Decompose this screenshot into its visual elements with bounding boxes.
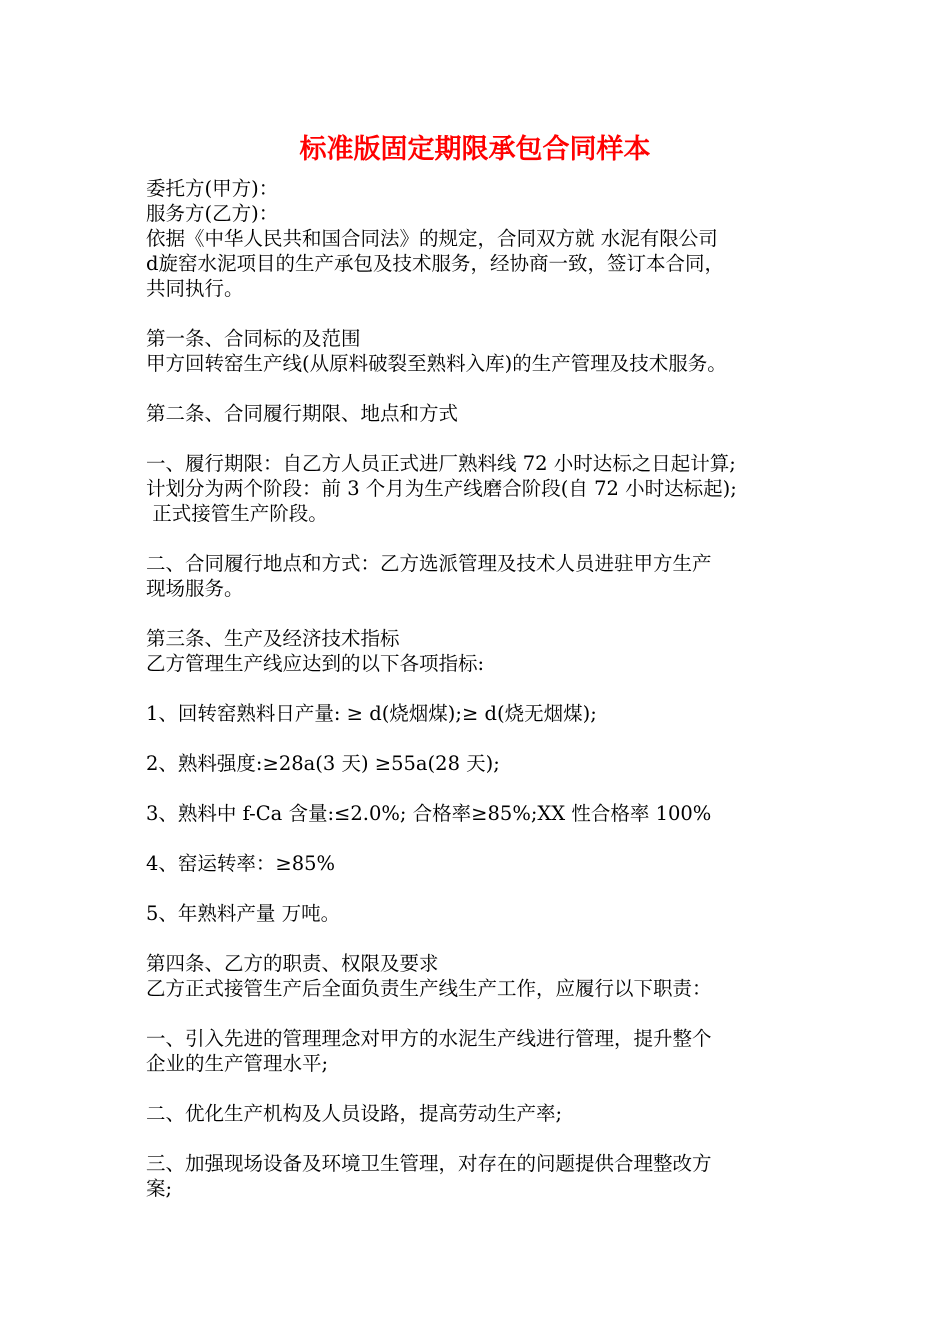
blank-line: [146, 776, 816, 801]
document-title: 标准版固定期限承包合同样本: [299, 134, 651, 165]
text-line: 乙方管理生产线应达到的以下各项指标:: [146, 652, 485, 675]
blank-line: [146, 826, 816, 851]
text-line: 服务方(乙方)：: [146, 202, 279, 225]
text-line: 4、窑运转率：≥85%: [146, 852, 336, 875]
text-line: 计划分为两个阶段：前 3 个月为生产线磨合阶段(自 72 小时达标起);: [146, 477, 737, 500]
blank-line: [146, 876, 816, 901]
text-line: 3、熟料中 f-Ca 含量:≤2.0%; 合格率≥85%;XX 性合格率 100%: [146, 802, 712, 825]
text-line: 5、年熟料产量 万吨。: [146, 902, 341, 925]
text-line: 第二条、合同履行期限、地点和方式: [146, 402, 459, 425]
text-line: 一、引入先进的管理理念对甲方的水泥生产线进行管理，提升整个: [146, 1027, 712, 1050]
text-line: 2、熟料强度:≥28a(3 天) ≥55a(28 天);: [146, 752, 500, 775]
text-line: 企业的生产管理水平;: [146, 1052, 329, 1075]
blank-line: [146, 1001, 816, 1026]
document-body: [146, 176, 816, 1201]
blank-line: [146, 601, 816, 626]
text-line: 正式接管生产阶段。: [146, 502, 328, 525]
text-line: 第三条、生产及经济技术指标: [146, 627, 400, 650]
text-line: 乙方正式接管生产后全面负责生产线生产工作，应履行以下职责：: [146, 977, 712, 1000]
blank-line: [146, 676, 816, 701]
blank-line: [146, 376, 816, 401]
text-line: 三、加强现场设备及环境卫生管理，对存在的问题提供合理整改方: [146, 1152, 712, 1175]
text-line: 共同执行。: [146, 277, 244, 300]
text-line: 案;: [146, 1177, 173, 1200]
text-line: 依据《中华人民共和国合同法》的规定，合同双方就 水泥有限公司: [146, 227, 718, 250]
blank-line: [146, 1126, 816, 1151]
text-line: 一、履行期限：自乙方人员正式进厂熟料线 72 小时达标之日起计算;: [146, 452, 736, 475]
text-line: d旋窑水泥项目的生产承包及技术服务，经协商一致，签订本合同，: [146, 252, 724, 275]
text-line: 二、合同履行地点和方式：乙方选派管理及技术人员进驻甲方生产: [146, 552, 712, 575]
text-line: 现场服务。: [146, 577, 244, 600]
text-line: 1、回转窑熟料日产量: ≥ d(烧烟煤);≥ d(烧无烟煤);: [146, 702, 597, 725]
blank-line: [146, 726, 816, 751]
text-line: 第四条、乙方的职责、权限及要求: [146, 952, 439, 975]
blank-line: [146, 926, 816, 951]
text-line: 甲方回转窑生产线(从原料破裂至熟料入库)的生产管理及技术服务。: [146, 352, 727, 375]
blank-line: [146, 1076, 816, 1101]
text-line: 二、优化生产机构及人员设路，提高劳动生产率;: [146, 1102, 563, 1125]
blank-line: [146, 301, 816, 326]
blank-line: [146, 426, 816, 451]
text-line: 委托方(甲方)：: [146, 177, 279, 200]
blank-line: [146, 526, 816, 551]
text-line: 第一条、合同标的及范围: [146, 327, 361, 350]
